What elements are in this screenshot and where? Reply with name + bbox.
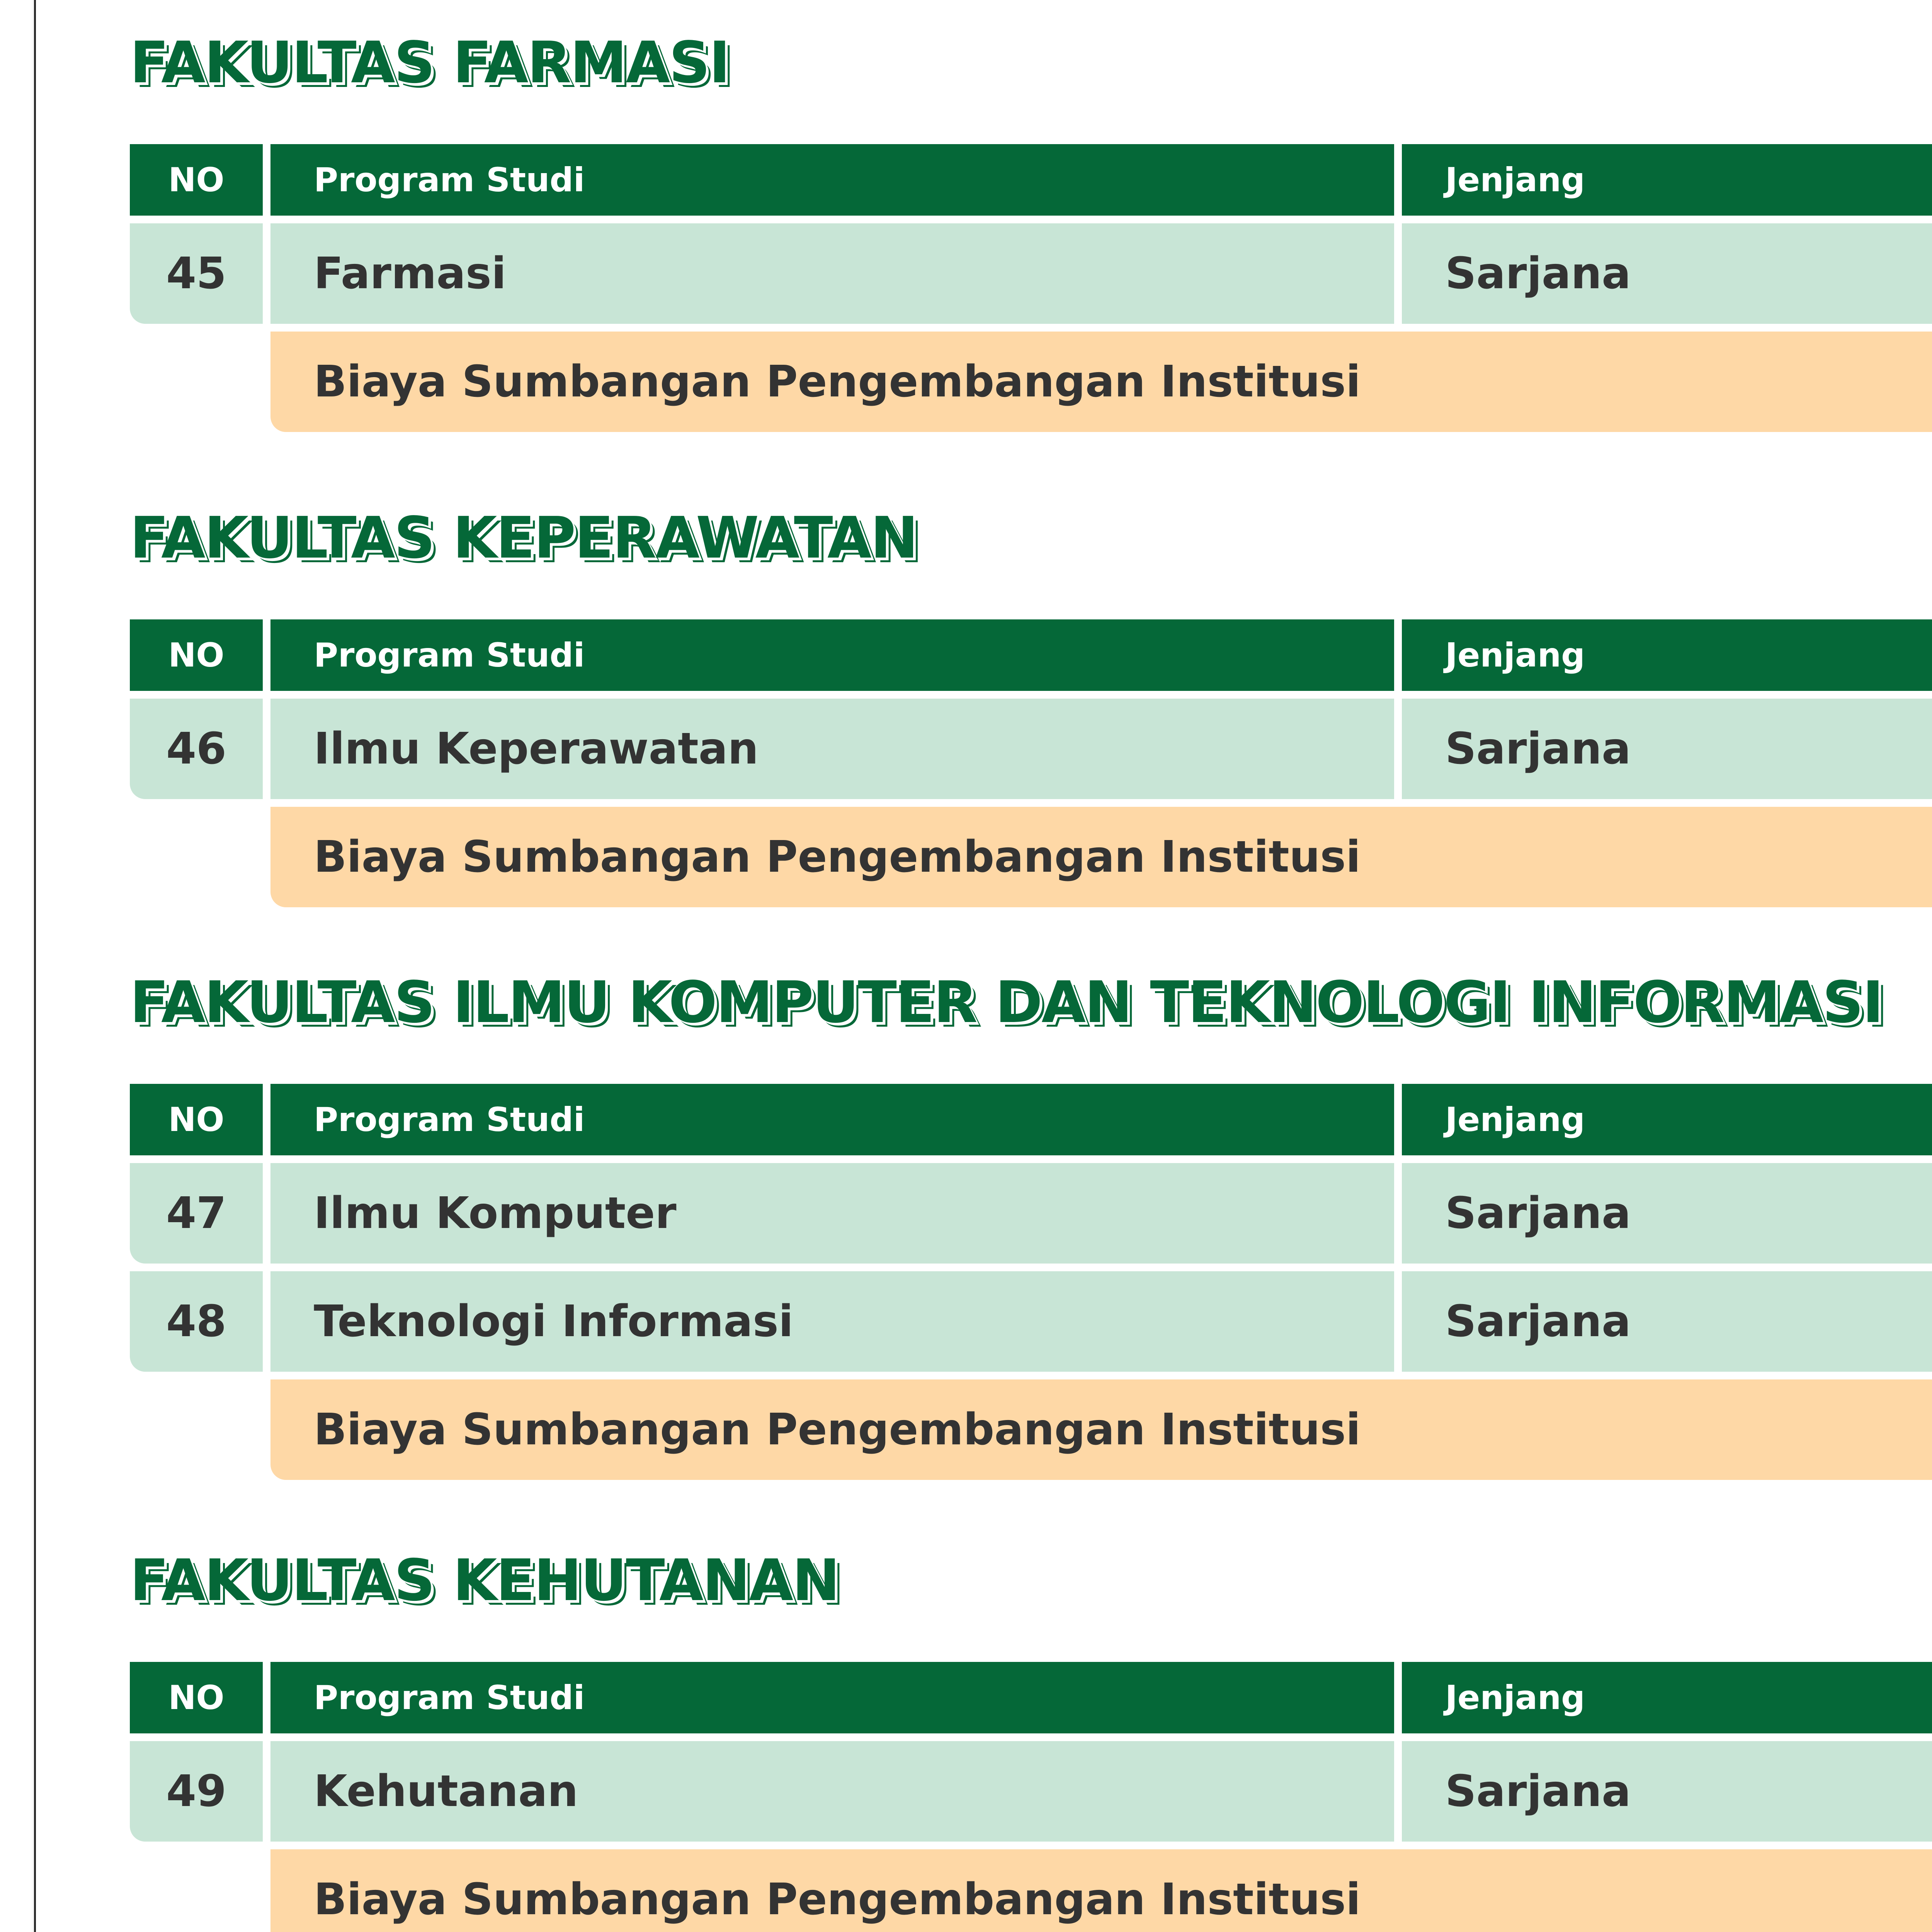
row-no: 45 (130, 223, 263, 324)
header-program: Program Studi (270, 619, 1394, 691)
header-program: Program Studi (270, 144, 1394, 216)
header-program: Program Studi (270, 1662, 1394, 1733)
bsp-row (130, 332, 1932, 432)
header-program: Program Studi (270, 1084, 1394, 1155)
faculty-title: FAKULTAS ILMU KOMPUTER DAN TEKNOLOGI INFORMASI (130, 969, 1883, 1036)
header-no: NO (130, 619, 263, 691)
bsp-label: Biaya Sumbangan Pengembangan Institusi (270, 332, 1932, 432)
row-program: Farmasi (270, 223, 1394, 324)
header-jenjang: Jenjang (1402, 1662, 1932, 1733)
row-jenjang: Sarjana (1402, 1741, 1932, 1842)
bsp-row (130, 807, 1932, 907)
faculty-title: FAKULTAS FARMASI (130, 29, 729, 96)
row-no: 46 (130, 699, 263, 799)
table-header (130, 144, 1932, 216)
header-no: NO (130, 1662, 263, 1733)
row-program: Kehutanan (270, 1741, 1394, 1842)
bsp-row (130, 1849, 1932, 1932)
row-no: 47 (130, 1163, 263, 1264)
row-jenjang: Sarjana (1402, 699, 1932, 799)
header-no: NO (130, 144, 263, 216)
table-row (130, 699, 1932, 799)
row-program: Ilmu Keperawatan (270, 699, 1394, 799)
row-jenjang: Sarjana (1402, 1271, 1932, 1372)
bsp-label: Biaya Sumbangan Pengembangan Institusi (270, 1379, 1932, 1480)
faculty-title: FAKULTAS KEHUTANAN (130, 1547, 839, 1614)
table-header (130, 619, 1932, 691)
fee-table (130, 1084, 1932, 1480)
table-row (130, 1271, 1932, 1372)
header-jenjang: Jenjang (1402, 619, 1932, 691)
header-jenjang: Jenjang (1402, 144, 1932, 216)
row-program: Teknologi Informasi (270, 1271, 1394, 1372)
row-no: 48 (130, 1271, 263, 1372)
faculty-title: FAKULTAS KEPERAWATAN (130, 505, 917, 571)
table-header (130, 1084, 1932, 1155)
table-row (130, 1741, 1932, 1842)
bsp-label: Biaya Sumbangan Pengembangan Institusi (270, 807, 1932, 907)
row-no: 49 (130, 1741, 263, 1842)
bsp-row (130, 1379, 1932, 1480)
header-no: NO (130, 1084, 263, 1155)
bsp-label: Biaya Sumbangan Pengembangan Institusi (270, 1849, 1932, 1932)
row-program: Ilmu Komputer (270, 1163, 1394, 1264)
row-jenjang: Sarjana (1402, 1163, 1932, 1264)
row-jenjang: Sarjana (1402, 223, 1932, 324)
fee-table (130, 619, 1932, 907)
fee-table (130, 1662, 1932, 1932)
table-header (130, 1662, 1932, 1733)
header-jenjang: Jenjang (1402, 1084, 1932, 1155)
table-row (130, 223, 1932, 324)
fee-table (130, 144, 1932, 432)
table-row (130, 1163, 1932, 1264)
